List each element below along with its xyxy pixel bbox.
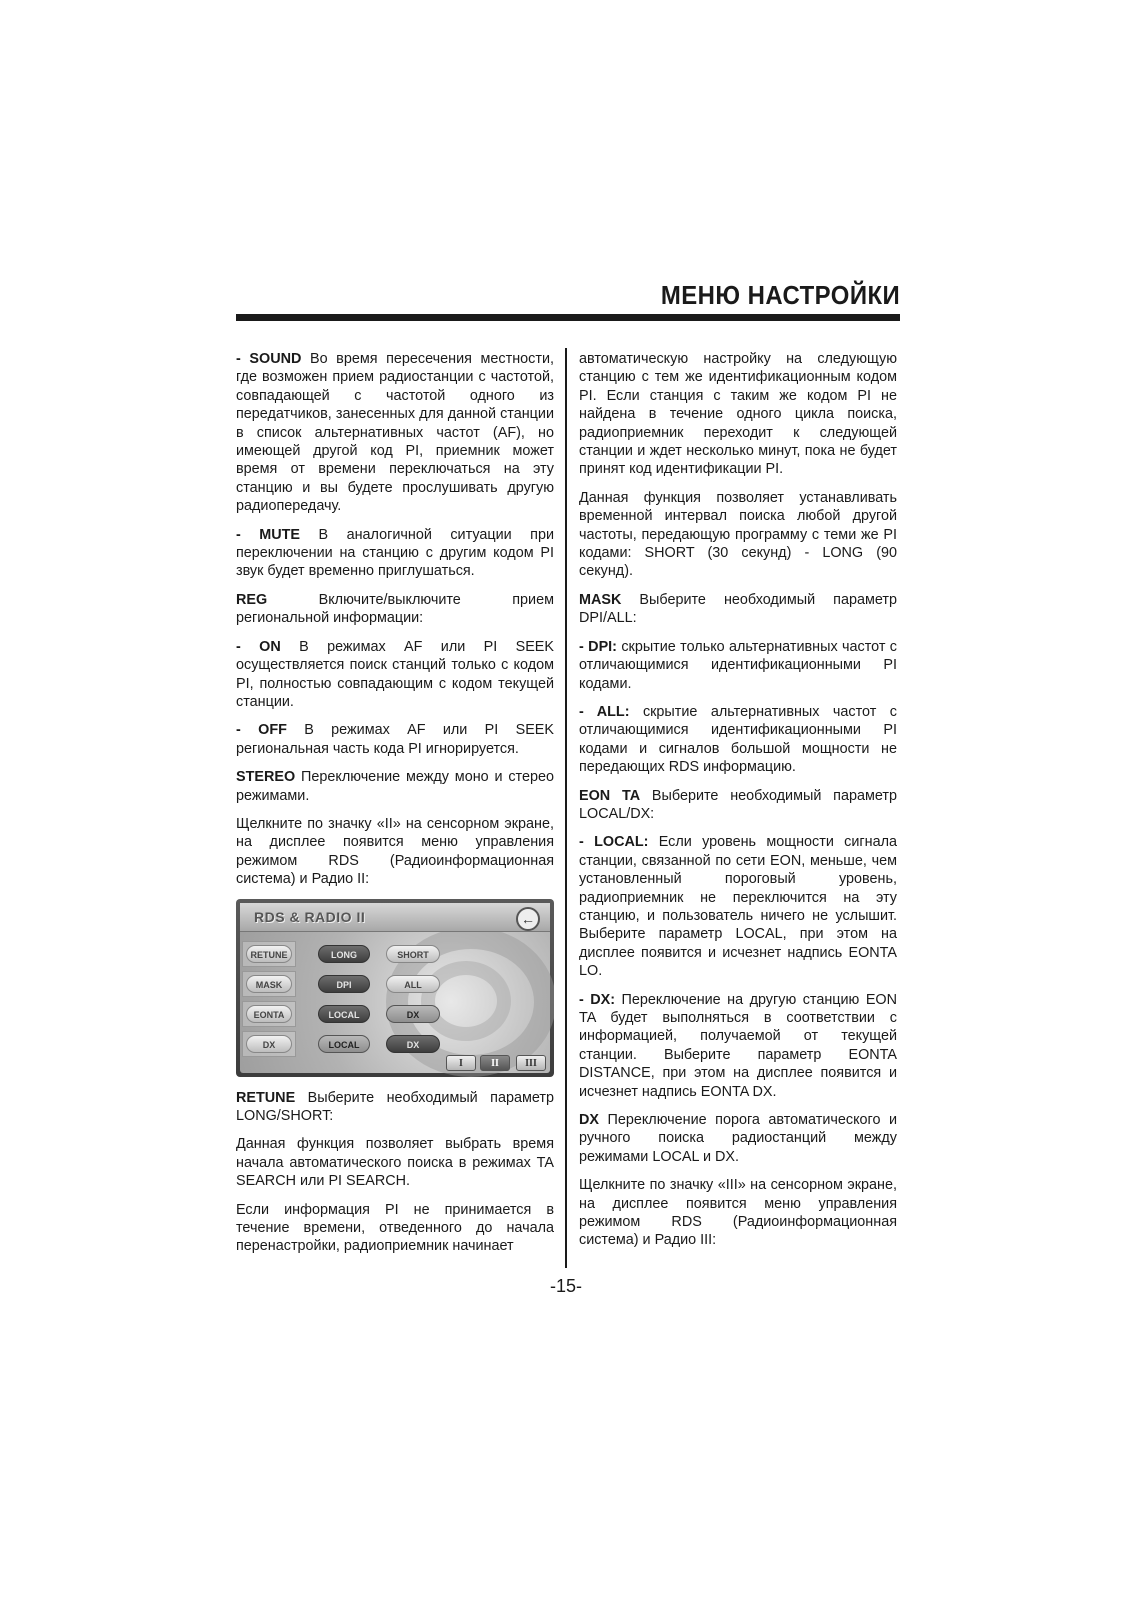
text-all: скрытие альтернативных частот с отличающимися идентификационными PI кодами и сигналов большой мощности не передающих RDS информацию. [579,703,897,776]
term-all: - ALL: [579,703,630,720]
text-retune: Выберите необходимый параметр LONG/SHORT: [236,1089,554,1124]
term-off: - OFF [236,722,287,739]
paragraph-mute [236,526,554,581]
text-sound: Во время пересечения местности, где возможен прием радиостанции с частотой, совпадающей с частотой одного из передатчиков, занесенных для данной станции в список альтернативных частот (AF), но имеющей другой код PI, приемник может время от времени переключаться на эту станцию и вы будете прослушивать другую радиопередачу. [236,351,554,515]
term-dpi: - DPI: [579,638,617,655]
term-on: - ON [236,638,281,655]
dx-button-eonta[interactable]: DX [386,1005,440,1023]
left-column [236,350,554,1266]
term-dx-threshold: DX [579,1112,599,1129]
paragraph-sound [236,350,554,516]
paragraph-stereo [236,768,554,805]
term-mask: MASK [579,591,622,608]
retune-button[interactable]: RETUNE [246,945,292,963]
paragraph-mask [579,591,897,628]
text-stereo: Переключение между моно и стерео режимами. [236,769,554,804]
text-on: В режимах AF или PI SEEK осуществляется поиск станций только с кодом PI, полностью совпадающим с кодом текущей станции. [236,638,554,710]
term-eon-ta: EON TA [579,787,641,804]
term-reg: REG [236,591,268,608]
text-interval: Данная функция позволяет устанавливать временной интервал поиска любой другой частоты, передающую программу с теми же PI кодами: SHORT (30 секунд) - LONG (90 секунд). [579,489,897,580]
paragraph-click-ii [236,815,554,889]
dpi-button[interactable]: DPI [318,975,370,993]
back-arrow-icon[interactable]: ← [516,907,540,931]
page-title: МЕНЮ НАСТРОЙКИ [660,280,900,310]
text-reg: Включите/выключите прием региональной информации: [236,591,554,627]
text-local: Если уровень мощности сигнала станции, связанной по сети EON, меньше, чем установленный пороговый уровень, радиоприемник не переключится на эту станцию, и пользователь ничего не услышит. Выберите параметр LOCAL, при этом на дисплее появится и исчезнет надпись EONTA LO. [579,834,897,980]
local-button-dx[interactable]: LOCAL [318,1035,370,1053]
local-button-eonta[interactable]: LOCAL [318,1005,370,1023]
paragraph-function-time [236,1135,554,1190]
paragraph-on [236,638,554,712]
text-click-ii: Щелкните по значку «II» на сенсорном экране, на дисплее появится меню управления режимом RDS (Радиоинформационная система) и Радио II: [236,815,554,888]
term-stereo: STEREO [236,769,296,786]
mask-button[interactable]: MASK [246,975,292,993]
paragraph-pi-not-received [236,1201,554,1256]
term-dx-switch: - DX: [579,991,616,1008]
paragraph-eon-ta [579,787,897,824]
text-auto-tuning: автоматическую настройку на следующую станцию с тем же идентификационным кодом PI. Если станция с таким же кодом PI не найдена в течение одного цикла поиска, радиоприемник переходит к следующей станции и ждет несколько минут, пока не будет принят код идентификации PI. [579,351,897,478]
screen-title: RDS & RADIO II [254,908,366,925]
right-column [579,350,897,1260]
paragraph-click-iii [579,1176,897,1250]
text-function-time: Данная функция позволяет выбрать время начала автоматического поиска в режимах TA SEARCH или PI SEARCH. [236,1136,554,1190]
paragraph-dx-switch [579,991,897,1101]
paragraph-dx-threshold [579,1111,897,1166]
term-retune: RETUNE [236,1089,296,1106]
paragraph-retune [236,1089,554,1126]
term-local: - LOCAL: [579,834,649,851]
tab-iii[interactable]: III [516,1055,546,1071]
long-button[interactable]: LONG [318,945,370,963]
text-dpi: скрытие только альтернативных частот с отличающимися идентификационными PI кодами. [579,638,897,692]
paragraph-local [579,833,897,980]
eonta-button[interactable]: EONTA [246,1005,292,1023]
text-eon-ta: Выберите необходимый параметр LOCAL/DX: [579,787,897,822]
paragraph-auto-tuning [579,350,897,479]
short-button[interactable]: SHORT [386,945,440,963]
swirl-decoration-inner [421,961,511,1041]
column-divider [565,348,567,1268]
paragraph-all [579,703,897,777]
paragraph-off [236,721,554,758]
page-number: -15- [549,1276,582,1296]
title-rule [236,314,900,321]
text-mask: Выберите необходимый параметр DPI/ALL: [579,591,897,627]
term-sound: - SOUND [236,351,302,367]
dx-button-dx[interactable]: DX [386,1035,440,1053]
screen-header [240,903,550,932]
text-off: В режимах AF или PI SEEK региональная часть кода PI игнорируется. [236,722,554,757]
text-dx-threshold: Переключение порога автоматического и ручного поиска радиостанций между режимами LOCAL и DX. [579,1112,897,1165]
rds-radio-ii-screenshot [236,899,554,1077]
tab-ii[interactable]: II [480,1055,510,1071]
paragraph-dpi [579,638,897,693]
text-dx-switch: Переключение на другую станцию EON TA будет выполняться в соответствии с информацией, получаемой от текущей станции. Выберите параметр EONTA DISTANCE, при этом на дисплее появится и исчезнет надпись EONTA DX. [579,991,897,1100]
all-button[interactable]: ALL [386,975,440,993]
text-mute: В аналогичной ситуации при переключении на станцию с другим кодом PI звук будет временно приглушаться. [236,526,555,580]
tab-i[interactable]: I [446,1055,476,1071]
paragraph-reg [236,591,554,628]
dx-side-button[interactable]: DX [246,1035,292,1053]
term-mute: - MUTE [236,526,301,543]
text-click-iii: Щелкните по значку «III» на сенсорном экране, на дисплее появится меню управления режимом RDS (Радиоинформационная система) и Радио III: [579,1177,897,1249]
paragraph-interval [579,489,897,581]
text-pi-not-received: Если информация PI не принимается в течение времени, отведенного до начала перенастройки, радиоприемник начинает [236,1201,554,1255]
